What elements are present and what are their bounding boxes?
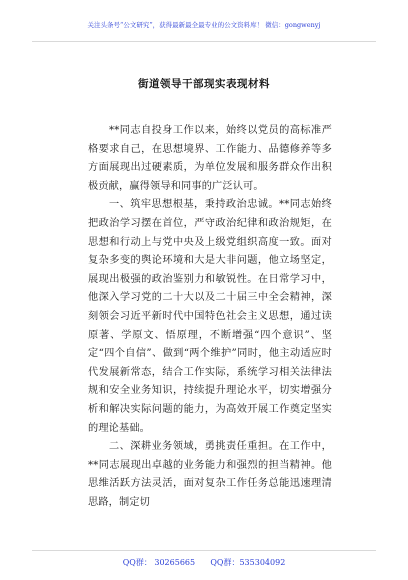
page-footer [32,550,376,575]
paragraph-intro: **同志自投身工作以来，始终以党员的高标准严格要求自己，在思想境界、工作能力、品德修养等多方面展现出过硬素质，为单位发展和服务群众作出积极贡献，赢得领导和同事的广泛认可。 [88,125,332,192]
page-header [32,0,376,42]
document-title: 街道领导干部现实表现材料 [138,78,270,90]
document-body [88,122,332,512]
footer-qq-groups: QQ群： 30265665 QQ群：535304092 [122,558,286,567]
paragraph-section-2: 二、深耕业务领域，勇挑责任重担。在工作中，**同志展现出卓越的业务能力和强烈的担当精神。他思维活跃方法灵活，面对复杂工作任务总能迅速理清思路，制定切 [88,441,332,508]
header-promo-text: 关注头条号“公文研究”，获得最新最全最专业的公文资料库！ 微信：gongwenyj [87,21,321,29]
paragraph-section-1: 一、筑牢思想根基，秉持政治忠诚。**同志始终把政治学习摆在首位，严守政治纪律和政治规矩，在思想和行动上与党中央及上级党组织高度一致。面对复杂多变的舆论环境和大是大非问题，他立场坚定，展现出极强的政治鉴别力和敏锐性。在日常学习中，他深入学习党的二十大以及二十届三中全会精神，深刻领会习近平新时代中国特色社会主义思想，通过读原著、学原文、悟原理，不断增强“四个意识”、坚定“四个自信”、做到“两个维护”同时，他主动适应时代发展新常态，结合工作实际，系统学习相关法律法规和安全业务知识，持续提升理论水平，切实增强分析和解决实际问题的能力，为高效开展工作奠定坚实的理论基础。 [88,199,332,434]
